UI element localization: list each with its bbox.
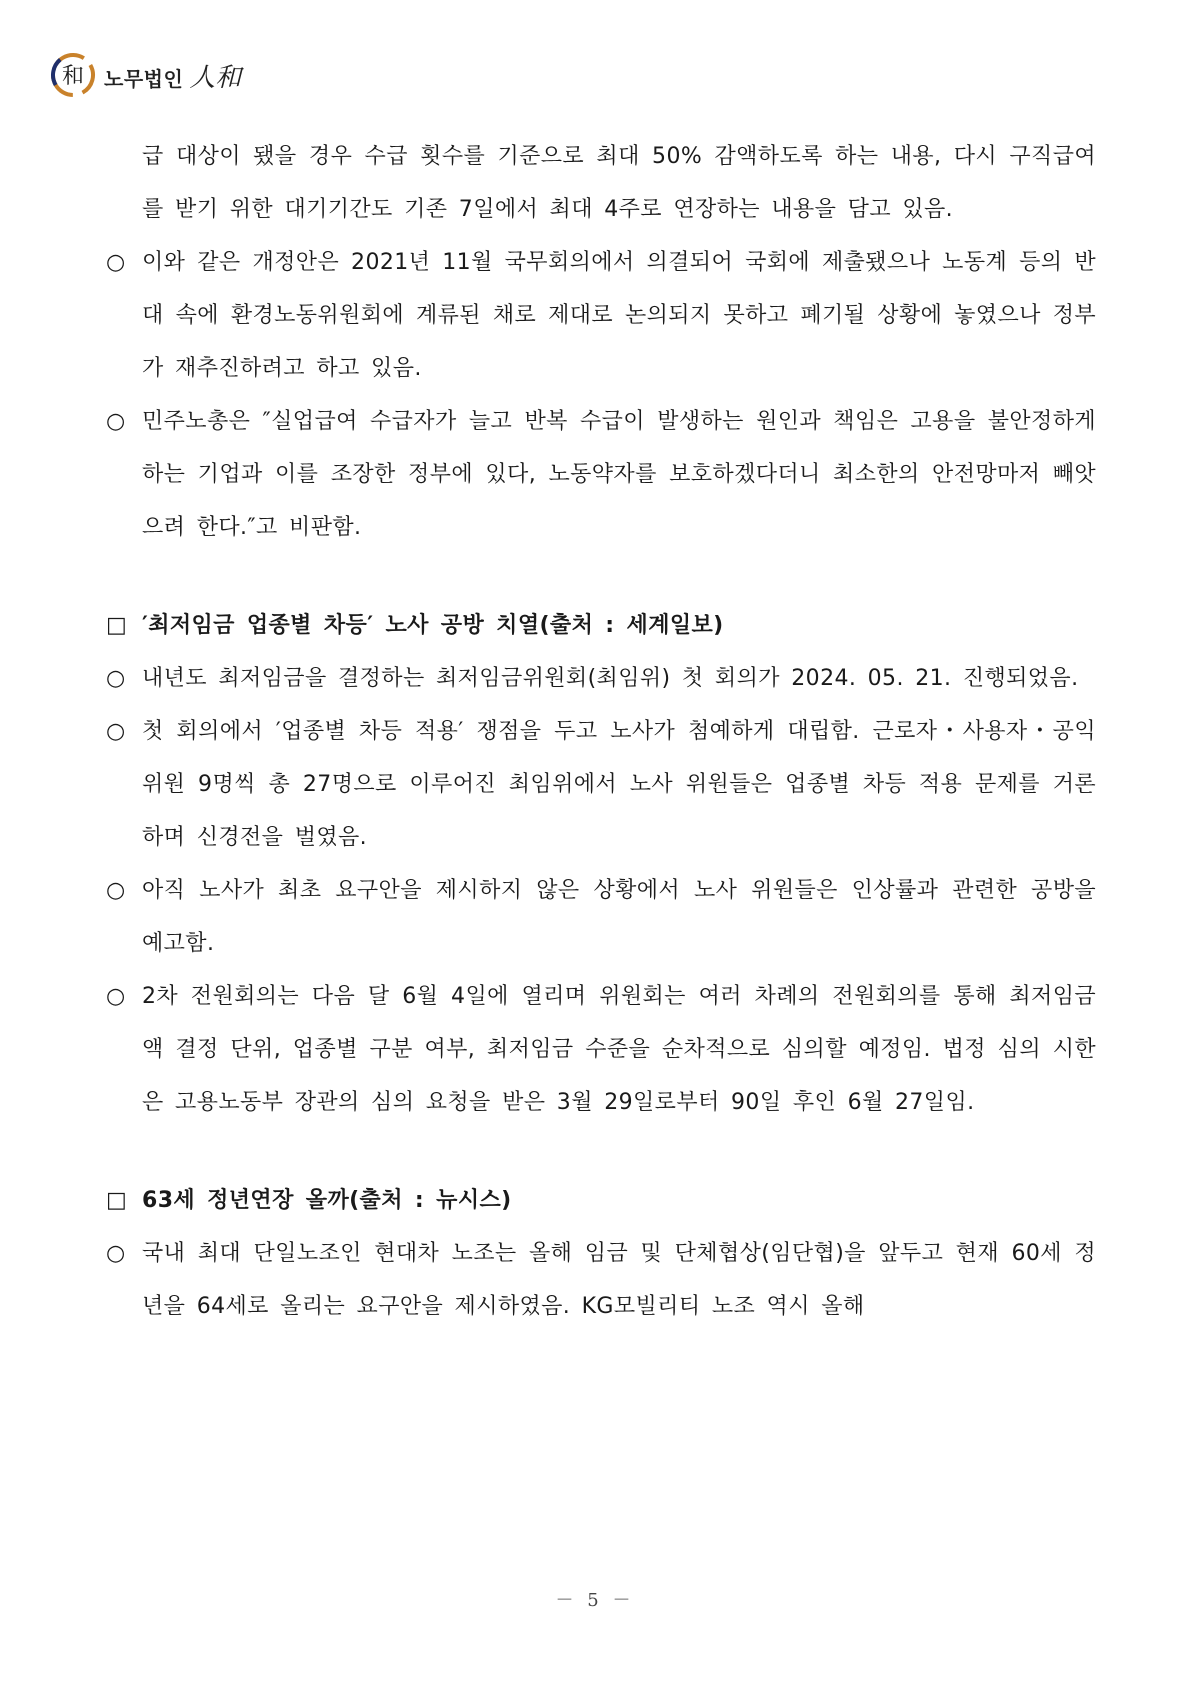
page-header (50, 50, 241, 100)
section-gap (106, 554, 1096, 599)
bullet-paragraph (106, 705, 1096, 864)
brand-name: 노무법인 (104, 66, 184, 91)
brand (104, 57, 241, 94)
bullet-text: 첫 회의에서 ′업종별 차등 적용′ 쟁점을 두고 노사가 첨예하게 대립함. 근로자・사용자・공익위원 9명씩 총 27명으로 이루어진 최임위에서 노사 위원들은 업종별 차등 적용 문제를 거론하며 신경전을 벌였음. (142, 719, 1096, 850)
square-bullet-icon: □ (106, 613, 128, 638)
square-bullet-icon: □ (106, 1188, 128, 1213)
bullet-paragraph (106, 236, 1096, 395)
section-heading-text: ′최저임금 업종별 차등′ 노사 공방 치열(출처 : 세계일보) (142, 613, 724, 638)
circle-bullet-icon: ○ (106, 878, 126, 903)
logo-mark (50, 52, 96, 98)
bullet-paragraph (106, 864, 1096, 970)
bullet-paragraph (106, 970, 1096, 1129)
section-gap (106, 1129, 1096, 1174)
circle-bullet-icon: ○ (106, 719, 126, 744)
document-body (106, 130, 1096, 1333)
bullet-text: 2차 전원회의는 다음 달 6월 4일에 열리며 위원회는 여러 차례의 전원회의를 통해 최저임금액 결정 단위, 업종별 구분 여부, 최저임금 수준을 순차적으로 심의할 예정임. 법정 심의 시한은 고용노동부 장관의 심의 요청을 받은 3월 29일로부터 90일 후인 6월 27일임. (142, 984, 1096, 1115)
bullet-text: 아직 노사가 최초 요구안을 제시하지 않은 상황에서 노사 위원들은 인상률과 관련한 공방을 예고함. (142, 878, 1096, 956)
circle-bullet-icon: ○ (106, 409, 126, 434)
circle-bullet-icon: ○ (106, 666, 126, 691)
section-heading (106, 599, 1096, 652)
bullet-paragraph (106, 652, 1096, 705)
bullet-text: 내년도 최저임금을 결정하는 최저임금위원회(최임위) 첫 회의가 2024. 05. 21. 진행되었음. (142, 666, 1079, 691)
section-heading (106, 1174, 1096, 1227)
section-heading-text: 63세 정년연장 올까(출처 : 뉴시스) (142, 1188, 512, 1213)
logo-glyph: 和 (61, 64, 85, 89)
logo-ring-icon (50, 52, 96, 98)
bullet-text: 이와 같은 개정안은 2021년 11월 국무회의에서 의결되어 국회에 제출됐으나 노동계 등의 반대 속에 환경노동위원회에 계류된 채로 제대로 논의되지 못하고 폐기될 상황에 놓였으나 정부가 재추진하려고 하고 있음. (142, 250, 1096, 381)
page-number: － 5 － (555, 1590, 635, 1611)
bullet-text: 국내 최대 단일노조인 현대차 노조는 올해 임금 및 단체협상(임단협)을 앞두고 현재 60세 정년을 64세로 올리는 요구안을 제시하였음. KG모빌리티 노조 역시 올해 (142, 1241, 1096, 1319)
bullet-text: 민주노총은 ″실업급여 수급자가 늘고 반복 수급이 발생하는 원인과 책임은 고용을 불안정하게 하는 기업과 이를 조장한 정부에 있다, 노동약자를 보호하겠다더니 최소한의 안전망마저 빼앗으려 한다.″고 비판함. (142, 409, 1096, 540)
circle-bullet-icon: ○ (106, 1241, 126, 1266)
circle-bullet-icon: ○ (106, 984, 126, 1009)
circle-bullet-icon: ○ (106, 250, 126, 275)
brand-hanja: 人和 (189, 62, 242, 93)
paragraph-continuation: 급 대상이 됐을 경우 수급 횟수를 기준으로 최대 50% 감액하도록 하는 내용, 다시 구직급여를 받기 위한 대기기간도 기존 7일에서 최대 4주로 연장하는 내용을 담고 있음. (142, 144, 1096, 222)
bullet-paragraph (106, 1227, 1096, 1333)
bullet-paragraph (106, 395, 1096, 554)
